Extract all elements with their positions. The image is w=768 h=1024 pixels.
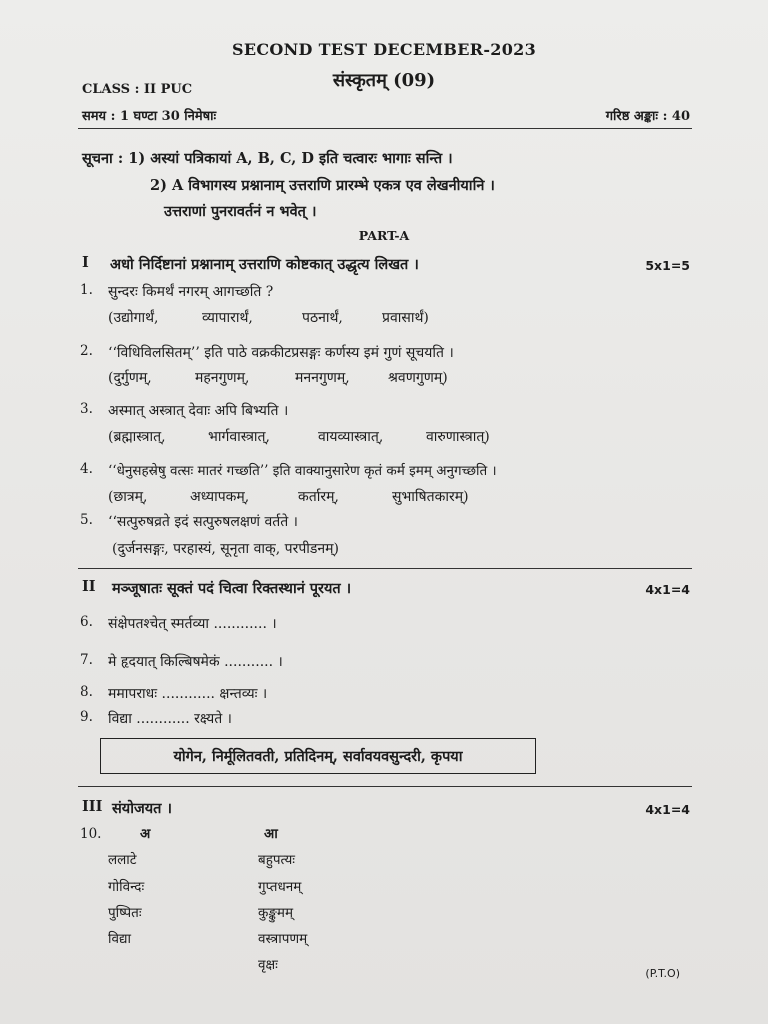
column-b-item: गुप्तधनम् [258, 879, 302, 895]
column-a-item: गोविन्दः [108, 879, 145, 895]
word-bank-text: योगेन, निर्मूलितवती, प्रतिदिनम्, सर्वावयवसुन्दरी, कृपया [173, 748, 463, 765]
word-bank-box [100, 738, 536, 774]
question-text: ‘‘धेनुसहस्रेषु वत्सः मातरं गच्छति’’ इति वाक्यानुसारेण कृतं कर्म इमम् अनुगच्छति । [108, 463, 497, 479]
question-number: 4. [80, 461, 93, 477]
question-number: 6. [80, 614, 93, 630]
column-b-item: बहुपत्यः [258, 852, 296, 868]
header-divider [78, 128, 692, 129]
section-2-marks: 4x1=4 [645, 582, 690, 597]
option: कर्तारम्, [298, 489, 339, 505]
exam-title: SECOND TEST DECEMBER-2023 [231, 40, 537, 59]
part-a-heading: PART-A [358, 228, 410, 243]
section-divider [78, 786, 692, 787]
column-a-item: पुष्पितः [108, 905, 142, 921]
notice-line-3: उत्तराणां पुनरावर्तनं न भवेत् । [164, 203, 317, 220]
option: (दुर्जनसङ्गः, परहास्यं, सूनृता वाक्, परपीडनम्) [112, 541, 340, 557]
pto-marker: (P.T.O) [645, 967, 680, 980]
option: (उद्योगार्थं, [108, 310, 159, 326]
question-number: 9. [80, 709, 93, 725]
notice-line-1: सूचना : 1) अस्यां पत्रिकायां A, B, C, D इति चत्वारः भागाः सन्ति । [82, 150, 453, 167]
column-b-item: वृक्षः [258, 957, 278, 973]
question-number: 10. [80, 826, 102, 842]
option: प्रवासार्थं) [382, 310, 429, 326]
column-b-header: आ [264, 826, 278, 842]
question-text: विद्या ............ रक्ष्यते । [108, 711, 232, 727]
option: पठनार्थं, [302, 310, 343, 326]
question-text: ‘‘विधिविलसितम्’’ इति पाठे वक्रकीटप्रसङ्गः कर्णस्य इमं गुणं सूचयति । [108, 345, 454, 361]
section-2-number: II [82, 578, 96, 595]
option: वायव्यास्त्रात्, [318, 429, 384, 445]
option: (ब्रह्मास्त्रात्, [108, 429, 166, 445]
section-divider [78, 568, 692, 569]
option: मननगुणम्, [295, 370, 350, 386]
time-label: समय : 1 घण्टा 30 निमेषाः [82, 109, 217, 124]
class-label: CLASS : II PUC [82, 82, 193, 97]
question-text: ‘‘सत्पुरुषव्रते इदं सत्पुरुषलक्षणं वर्तते । [108, 514, 298, 530]
question-text: ममापराधः ............ क्षन्तव्यः । [108, 686, 268, 702]
section-1-number: I [82, 254, 89, 271]
question-number: 3. [80, 401, 93, 417]
question-text: अस्मात् अस्त्रात् देवाः अपि बिभ्यति । [108, 403, 289, 419]
option: महनगुणम्, [195, 370, 250, 386]
notice-line-2: 2) A विभागस्य प्रश्नानाम् उत्तराणि प्रारम्भे एकत्र एव लेखनीयानि । [150, 177, 495, 194]
column-b-item: कुङ्कुमम् [258, 905, 294, 921]
section-1-instruction: अधो निर्दिष्टानां प्रश्नानाम् उत्तराणि कोष्टकात् उद्धृत्य लिखत । [110, 256, 419, 273]
question-number: 2. [80, 343, 93, 359]
question-text: मे हृदयात् किल्बिषमेकं ........... । [108, 654, 283, 670]
option: (छात्रम्, [108, 489, 148, 505]
question-number: 7. [80, 652, 93, 668]
section-3-number: III [82, 798, 103, 815]
question-number: 1. [80, 282, 93, 298]
column-a-item: ललाटे [108, 852, 137, 868]
question-number: 8. [80, 684, 93, 700]
section-1-marks: 5x1=5 [645, 258, 690, 273]
section-3-instruction: संयोजयत । [112, 800, 172, 817]
max-marks-label: गरिष्ठ अङ्काः : 40 [605, 109, 690, 124]
option: अध्यापकम्, [190, 489, 250, 505]
section-3-marks: 4x1=4 [645, 802, 690, 817]
subject-title: संस्कृतम् (09) [332, 70, 436, 91]
option: व्यापारार्थं, [202, 310, 253, 326]
option: वारुणास्त्रात्) [426, 429, 490, 445]
column-a-item: विद्या [108, 931, 132, 947]
option: श्रवणगुणम्) [388, 370, 448, 386]
column-a-header: अ [140, 826, 151, 842]
section-2-instruction: मञ्जूषातः सूक्तं पदं चित्वा रिक्तस्थानं पूरयत । [112, 580, 352, 597]
question-number: 5. [80, 512, 93, 528]
option: भार्गवास्त्रात्, [208, 429, 270, 445]
option: (दुर्गुणम्, [108, 370, 152, 386]
column-b-item: वस्त्रापणम् [258, 931, 308, 947]
option: सुभाषितकारम्) [392, 489, 469, 505]
question-text: सुन्दरः किमर्थं नगरम् आगच्छति ? [108, 284, 274, 300]
question-text: संक्षेपतश्चेत् स्मर्तव्या ............ । [108, 616, 277, 632]
